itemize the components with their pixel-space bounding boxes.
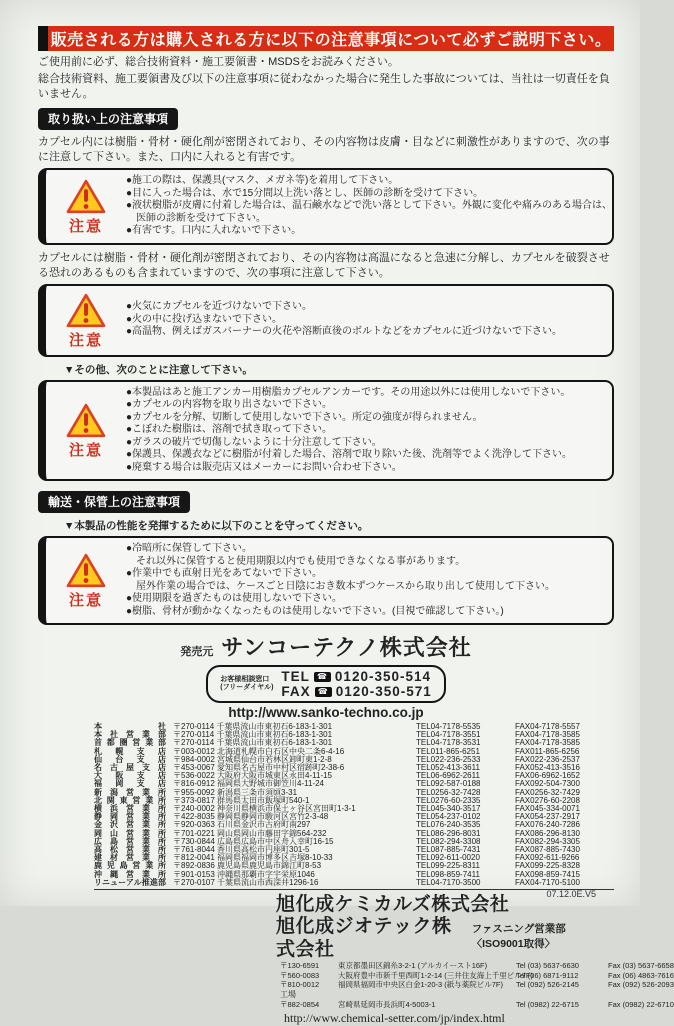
office-name: 福岡支店 — [94, 779, 166, 789]
office-address: 〒984-0002 宮城県仙台市若林区卸町東1-2-8 — [173, 754, 332, 764]
maker-fax: Fax (0982) 22-6710 — [608, 999, 674, 1009]
office-address: 〒920-0363 石川県金沢市古府町南297 — [173, 820, 311, 830]
office-name: 建材営業所 — [94, 853, 166, 863]
seller-url-link[interactable]: http://www.sanko-techno.co.jp — [228, 705, 424, 720]
office-fax: FAX052-413-3516 — [515, 763, 580, 773]
maker-postal: 〒560-0083 — [280, 970, 320, 980]
customer-contact-box — [206, 665, 446, 703]
office-list — [94, 723, 614, 890]
office-fax: FAX022-236-2537 — [515, 754, 580, 764]
warning-triangle-icon — [66, 553, 106, 588]
office-address: 〒270-0107 千葉県流山市西深井1296-16 — [173, 877, 319, 887]
warning-icon-3 — [46, 387, 126, 475]
office-name: 金沢営業所 — [94, 820, 166, 830]
office-tel: TEL0276-60-2335 — [416, 795, 481, 805]
caution-label: 注意 — [68, 217, 103, 235]
caution-label: 注意 — [68, 592, 103, 609]
maker-tel: Tel (06) 6871-9112 — [516, 970, 579, 980]
office-name: 本社 — [94, 722, 166, 731]
office-name: 高松営業所 — [94, 845, 166, 855]
caution-line: ●廃棄する場合は販売店又はメーカーにお問い合わせ下さい。 — [126, 461, 402, 473]
caution-line: ●ガラスの破片で切傷しないように十分注意して下さい。 — [126, 436, 382, 448]
office-name: 広島営業所 — [94, 836, 166, 846]
office-fax: FAX0276-60-2208 — [515, 795, 580, 805]
office-name: 横浜営業所 — [94, 804, 166, 814]
office-tel: TEL076-240-3535 — [416, 820, 481, 830]
office-fax: FAX087-885-7430 — [515, 845, 580, 855]
caution-line: ●液状樹脂が皮膚に付着した場合は、温石鹸水などで洗い落として下さい。外観に変化や痛みのある場合は、 — [126, 200, 613, 211]
office-tel: TEL082-294-3308 — [416, 836, 481, 846]
office-name: 鹿児島営業所 — [94, 861, 166, 871]
office-fax: FAX099-225-8328 — [515, 861, 580, 871]
office-name: 札幌支店 — [94, 746, 166, 756]
warning-triangle-icon — [66, 403, 106, 438]
sales-notice-banner — [38, 26, 614, 51]
office-name: 静岡営業所 — [94, 812, 166, 822]
office-tel: TEL022-236-2533 — [416, 754, 481, 764]
maker-address-row — [280, 980, 674, 990]
caution-line: ●高温物、例えばガスバーナーの火花や溶断直後のボルトなどをカプセルに近づけないで下さい。 — [126, 326, 562, 338]
freedial-phone-icon — [315, 687, 332, 697]
caution-label: 注意 — [68, 441, 103, 459]
office-name: リニューアル推進部 — [94, 877, 166, 887]
maker-tel: Tel (03) 5637-6630 — [516, 961, 579, 971]
office-name: 新潟営業所 — [94, 787, 166, 797]
maker-postal: 〒130-6591 — [280, 961, 320, 971]
office-tel: TEL0256-32-7428 — [416, 787, 481, 797]
maker-address: 東京都墨田区錦糸3-2-1 (アルカイースト16F) — [338, 961, 488, 971]
maker-fax: Fax (06) 4863-7616 — [608, 970, 674, 980]
office-fax: FAX04-7178-5557 — [515, 722, 580, 731]
office-name: 名古屋支店 — [94, 763, 166, 773]
office-name: 首都圏営業部 — [94, 738, 166, 748]
maker-address: 福岡県福岡市中央区白金1-20-3 (紙与薬院ビル7F) — [338, 980, 504, 990]
office-tel: TEL045-340-3517 — [416, 804, 481, 814]
freedial-label: (フリーダイヤル) — [220, 684, 274, 691]
office-address: 〒701-0221 岡山県岡山市藤田字錦564-232 — [173, 828, 327, 838]
maker-company-2: 旭化成ジオテック株式会社 — [276, 916, 452, 961]
office-fax: FAX092-504-7300 — [515, 779, 580, 789]
office-address: 〒240-0002 神奈川県横浜市保土ヶ谷区宮田町1-3-1 — [173, 804, 356, 814]
caution-line: ●使用期限を過ぎたものは使用しないで下さい。 — [126, 593, 343, 604]
office-tel: TEL04-7170-3500 — [416, 877, 481, 887]
office-name: 北関東営業所 — [94, 795, 166, 805]
section-handling-title: 取り扱い上の注意事項 — [38, 108, 178, 130]
intro-line-1: ご使用前に必ず、総合技術資料・施工要領書・MSDSをお読みください。 — [38, 56, 399, 68]
office-fax: FAX082-294-3305 — [515, 836, 580, 846]
caution-line: ●カプセルを分解、切断して使用しないで下さい。所定の強度が得られません。 — [126, 411, 483, 423]
office-tel: TEL086-296-8031 — [416, 828, 481, 838]
office-fax: FAX092-611-9266 — [515, 853, 580, 863]
freedial-phone-icon — [314, 672, 331, 682]
maker-postal: 〒882-0854 — [280, 999, 320, 1009]
document-version: 07.12.0E.V5 — [546, 889, 596, 899]
caution-line: ●施工の際は、保護具(マスク、メガネ等)を着用して下さい。 — [126, 175, 399, 186]
seller-company-name: サンコーテクノ株式会社 — [221, 635, 472, 660]
office-fax: FAX054-237-2917 — [515, 812, 580, 822]
maker-tel: Tel (0982) 22-6715 — [516, 999, 579, 1009]
maker-fax: Fax (092) 526-2093 — [608, 980, 674, 990]
office-name: 岡山営業所 — [94, 828, 166, 838]
office-fax: FAX045-334-0071 — [515, 804, 580, 814]
transport-note: ▼本製品の性能を発揮するために以下のことを守ってください。 — [64, 520, 369, 532]
office-address: 〒270-0114 千葉県流山市東初石6-183-1-301 — [173, 730, 333, 740]
tel-label: TEL — [281, 669, 310, 684]
seller-block — [180, 631, 472, 720]
warning-icon-1 — [46, 175, 126, 238]
office-tel: TEL087-885-7431 — [416, 845, 481, 855]
banner-left-bar — [38, 26, 48, 51]
office-fax: FAX04-7178-3585 — [515, 738, 580, 748]
maker-url-link[interactable]: http://www.chemical-setter.com/jp/index.html — [284, 1011, 505, 1026]
office-name: 本社営業部 — [94, 730, 166, 740]
office-tel: TEL04-7178-3551 — [416, 730, 481, 740]
maker-tel: Tel (092) 526-2145 — [516, 980, 579, 990]
caution-line: 屋外作業の場合では、ケースごと日陰におき数本ずつケースから取り出して使用して下さい。 — [136, 580, 555, 592]
caution-line: ●火の中に投げ込まないで下さい。 — [126, 313, 283, 325]
office-fax: FAX06-6962-1652 — [515, 771, 580, 781]
office-tel: TEL04-7178-3531 — [416, 738, 481, 748]
caution-box-2 — [38, 284, 614, 357]
caution-box-1 — [38, 168, 614, 245]
office-address: 〒536-0022 大阪府大阪市城東区永田4-11-15 — [173, 771, 333, 781]
warning-icon-2 — [46, 291, 126, 350]
caution-line: ●火気にカプセルを近づけないで下さい。 — [126, 301, 312, 313]
tel-number: 0120-350-514 — [334, 669, 431, 684]
office-address: 〒812-0041 福岡県福岡市博多区吉塚8-10-33 — [173, 853, 333, 863]
office-name: 大阪支店 — [94, 771, 166, 781]
office-address: 〒003-0012 北海道札幌市白石区中央二条6-4-16 — [173, 746, 345, 756]
office-name: 沖縄営業所 — [94, 869, 166, 879]
office-name: 仙台支店 — [94, 754, 166, 764]
office-tel: TEL098-859-7411 — [416, 869, 480, 879]
maker-postal: 〒810-0012 — [280, 980, 320, 990]
caution-line: ●本製品はあと施工アンカー用樹脂カプセルアンカーです。その用途以外には使用しないで下さい。 — [126, 386, 571, 398]
caution-box-4 — [38, 536, 614, 625]
office-address: 〒422-8035 静岡県静岡市駿河区宮竹2-3-48 — [173, 812, 329, 822]
fax-number: 0120-350-571 — [335, 684, 432, 699]
handling-other-note: ▼その他、次のことに注意して下さい。 — [64, 363, 253, 376]
caution-line: ●樹脂、骨材が動かなくなったものは使用しないで下さい。(目視で確認して下さい。) — [126, 605, 504, 617]
office-address: 〒816-0912 福岡県大野城市御笠川4-11-24 — [173, 779, 325, 789]
office-address: 〒270-0114 千葉県流山市東初石6-183-1-301 — [173, 738, 333, 748]
caution-line: ●有害です。口内に入れないで下さい。 — [126, 225, 302, 236]
caution-line: ●カプセルの内容物を取り出さないで下さい。 — [126, 399, 332, 410]
caution-line: ●作業中でも直射日光をあてないで下さい。 — [126, 568, 323, 579]
caution-line: ●保護具、保護衣などに樹脂が付着した場合、溶剤で取り除いた後、洗剤等でよく洗浄して下さい。 — [126, 449, 573, 460]
factory-address-row — [280, 999, 674, 1010]
office-tel: TEL092-611-0020 — [416, 853, 480, 863]
caution-line: ●こぼれた樹脂は、溶剤で拭き取って下さい。 — [126, 424, 333, 435]
maker-company-1: 旭化成ケミカルズ株式会社 — [276, 894, 510, 916]
maker-fax: Fax (03) 5637-6658 — [608, 961, 674, 971]
caution-line: ●冷暗所に保管して下さい。 — [126, 543, 253, 554]
warning-triangle-icon — [66, 179, 106, 214]
office-row — [94, 879, 614, 887]
office-tel: TEL052-413-3611 — [416, 763, 480, 773]
office-fax: FAX04-7178-3585 — [515, 730, 580, 740]
office-address: 〒730-0844 広島県広島市中区舟入幸町16-15 — [173, 836, 334, 846]
warning-icon-4 — [46, 543, 126, 618]
intro-line-2: 総合技術資料、施工要領書及び以下の注意事項に従わなかった場合に発生した事故については、当社は一切責任を負いません。 — [38, 73, 610, 100]
office-fax: FAX0256-32-7429 — [515, 787, 580, 797]
office-address: 〒270-0114 千葉県流山市東初石6-183-1-301 — [173, 722, 333, 731]
office-fax: FAX04-7170-5100 — [515, 877, 580, 887]
maker-address: 宮崎県延岡市長浜町4-5003-1 — [338, 999, 436, 1009]
office-tel: TEL054-237-0102 — [416, 812, 481, 822]
office-address: 〒761-8044 香川県高松市円座町301-5 — [173, 845, 310, 855]
caution-line: それ以外に保管すると使用期限以内でも使用できなくなる事があります。 — [136, 555, 466, 567]
office-tel: TEL04-7178-5535 — [416, 722, 481, 731]
office-tel: TEL092-587-0188 — [416, 779, 481, 789]
office-fax: FAX086-296-8130 — [515, 828, 580, 838]
office-address: 〒892-0836 鹿児島県鹿児島市錦江町8-53 — [173, 861, 322, 871]
office-tel: TEL06-6962-2611 — [416, 771, 480, 781]
office-address: 〒373-0817 群馬県太田市飯塚町540-1 — [173, 795, 310, 805]
warning-triangle-icon — [66, 293, 106, 328]
factory-label: 工場 — [280, 989, 296, 999]
maker-address-row — [280, 961, 674, 971]
caution-box-3 — [38, 380, 614, 482]
handling-intro: カプセル内には樹脂・骨材・硬化剤が密閉されており、その内容物は皮膚・目などに刺激性がありますので、次の事に注意して下さい。また、口内に入れると有害です。 — [38, 136, 610, 163]
office-fax: FAX098-859-7415 — [515, 869, 580, 879]
seller-label: 発売元 — [180, 646, 214, 658]
caution-line: 医師の診断を受けて下さい。 — [136, 212, 266, 224]
banner-text: 販売される方は購入される方に以下の注意事項について必ずご説明下さい。 — [48, 26, 614, 51]
caution-line: ●目に入った場合は、水で15分間以上洗い落とし、医師の診断を受けて下さい。 — [126, 187, 484, 199]
office-fax: FAX011-865-6256 — [515, 746, 580, 756]
office-address: 〒453-0067 愛知県名古屋市中村区宿跡町2-38-6 — [173, 763, 345, 773]
section-transport-title: 輸送・保管上の注意事項 — [38, 491, 190, 513]
office-tel: TEL011-865-6251 — [416, 746, 480, 756]
maker-address-row — [280, 970, 674, 981]
handling-mid: カプセルには樹脂・骨材・硬化剤が密閉されており、その内容物は高温になると急速に分解し、カプセルを破裂させる恐れのあるものも含まれていますので、次の事項に注意して下さい。 — [38, 251, 610, 279]
contact-window-label: お客様相談窓口 — [220, 675, 270, 683]
office-fax: FAX076-240-7286 — [515, 820, 580, 830]
maker-dept: ファスニング営業部〈ISO9001取得〉 — [471, 923, 566, 951]
fax-label: FAX — [281, 684, 311, 699]
office-address: 〒955-0092 新潟県三条市須頃3-31 — [173, 787, 298, 797]
caution-label: 注意 — [68, 331, 103, 349]
office-address: 〒901-0153 沖縄県那覇市字宇栄原1046 — [173, 869, 315, 879]
maker-address: 大阪府豊中市新千里西町1-2-14 (三井住友海上千里ビル7F) — [338, 970, 534, 980]
office-tel: TEL099-225-8311 — [416, 861, 480, 871]
maker-block — [276, 894, 674, 1026]
